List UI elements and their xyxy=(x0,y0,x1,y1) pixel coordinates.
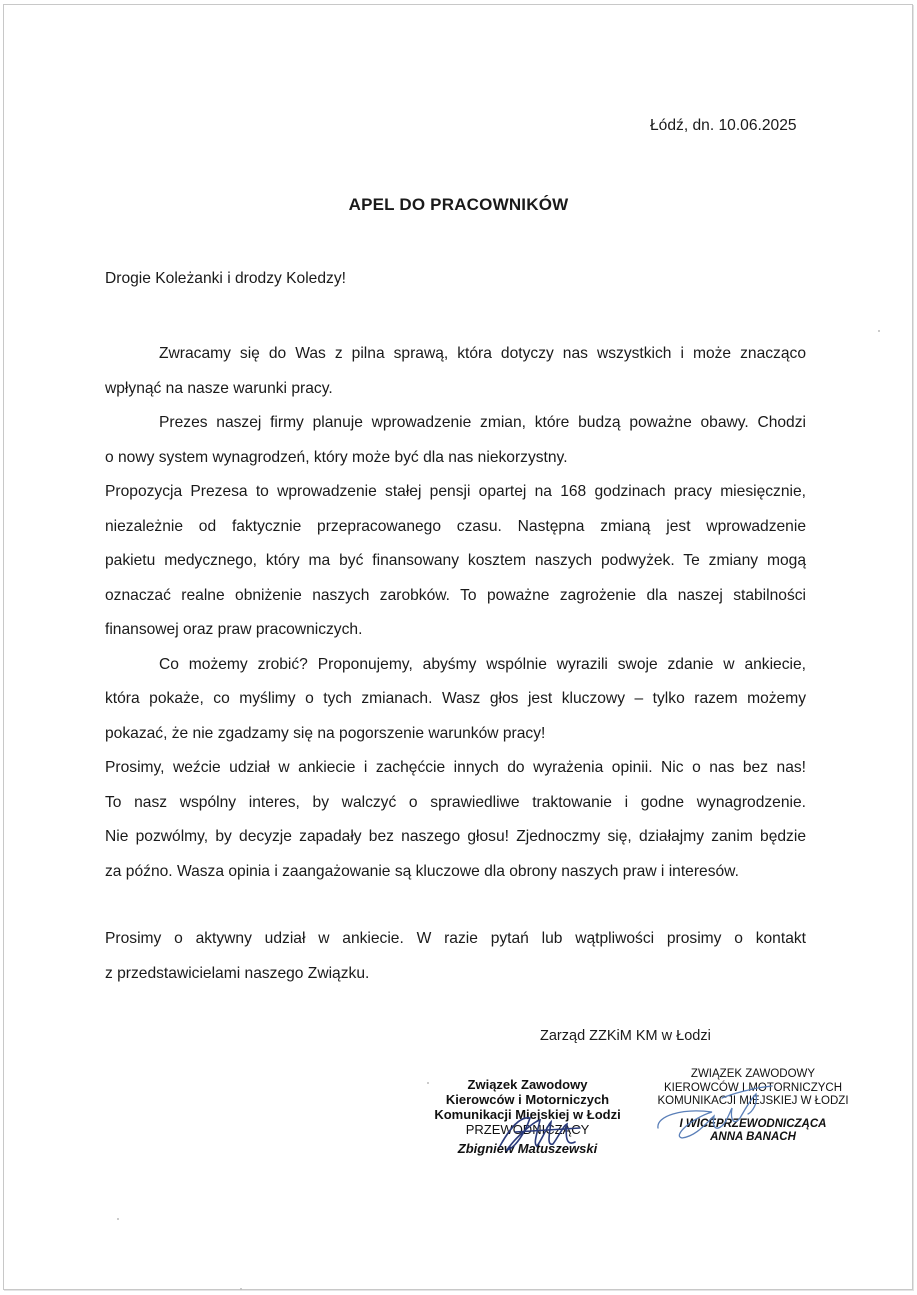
stamp-chairman-role: PRZEWODNICZĄCY xyxy=(465,1122,590,1137)
body-line: Zwracamy się do Was z pilna sprawą, która dotyczy nas wszystkich i może znacząco xyxy=(159,345,806,362)
stamp-chairman xyxy=(420,1077,635,1156)
body-line: finansowej oraz praw pracowniczych. xyxy=(105,621,363,638)
stamp-chairman-name: Zbigniew Matuszewski xyxy=(457,1141,598,1156)
body-line: niezależnie od faktycznie przepracowanego czasu. Następna zmianą jest wprowadzenie xyxy=(105,517,806,535)
closing-text xyxy=(105,922,806,991)
body-line: Co możemy zrobić? Proponujemy, abyśmy wspólnie wyrazili swoje zdanie w ankiecie, xyxy=(159,655,806,673)
scan-speck xyxy=(427,1082,429,1084)
stamp-vice-chair-name: ANNA BANACH xyxy=(710,1131,796,1143)
body-line: To nasz wspólny interes, by walczyć o sprawiedliwe traktowanie i godne wynagrodzenie. xyxy=(105,793,806,811)
stamp-chairman-line2: Kierowców i Motorniczych xyxy=(445,1092,610,1107)
body-line: Nie pozwólmy, by decyzje zapadały bez naszego głosu! Zjednoczmy się, działajmy zanim będzie xyxy=(105,828,806,845)
stamp-vice-chair xyxy=(648,1068,858,1145)
scan-speck xyxy=(117,1218,119,1220)
closing-line: z przedstawicielami naszego Związku. xyxy=(105,964,370,982)
body-line: wpłynąć na nasze warunki pracy. xyxy=(105,379,333,397)
stamp-vice-chair-line3: KOMUNIKACJI MIEJSKIEJ W ŁODZI xyxy=(657,1095,849,1107)
body-text xyxy=(105,337,806,889)
stamp-chairman-line3: Komunikacji Miejskiej w Łodzi xyxy=(434,1107,621,1122)
body-line: za późno. Wasza opinia i zaangażowanie są kluczowe dla obrony naszych praw i interesów. xyxy=(105,862,739,880)
place-date: Łódź, dn. 10.06.2025 xyxy=(650,117,797,134)
document-title: APEL DO PRACOWNIKÓW xyxy=(348,195,569,214)
body-line: oznaczać realne obniżenie naszych zarobków. To poważne zagrożenie dla naszej stabilności xyxy=(105,586,806,604)
greeting: Drogie Koleżanki i drodzy Koledzy! xyxy=(105,270,346,287)
stamp-chairman-line1: Związek Zawodowy xyxy=(467,1077,588,1092)
scan-speck xyxy=(878,330,880,332)
closing-line: Prosimy o aktywny udział w ankiecie. W razie pytań lub wątpliwości prosimy o kontakt xyxy=(105,930,806,947)
body-line: pakietu medycznego, który ma być finansowany kosztem naszych podwyżek. Te zmiany mogą xyxy=(105,552,806,569)
body-line: o nowy system wynagrodzeń, który może być dla nas niekorzystny. xyxy=(105,448,568,466)
body-line: Prezes naszej firmy planuje wprowadzenie zmian, które budzą poważne obawy. Chodzi xyxy=(159,414,806,431)
scan-speck xyxy=(240,1288,242,1290)
board-signature-line: Zarząd ZZKiM KM w Łodzi xyxy=(540,1028,711,1044)
body-line: Prosimy, weźcie udział w ankiecie i zachęćcie innych do wyrażenia opinii. Nic o nas bez nas! xyxy=(105,759,806,776)
stamp-vice-chair-role: I WICEPRZEWODNICZĄCA xyxy=(679,1117,827,1130)
stamp-vice-chair-line2: KIEROWCÓW I MOTORNICZYCH xyxy=(663,1081,843,1094)
stamp-vice-chair-line1: ZWIĄZEK ZAWODOWY xyxy=(690,1068,816,1080)
body-line: Propozycja Prezesa to wprowadzenie stałej pensji opartej na 168 godzinach pracy miesięcznie, xyxy=(105,483,806,500)
body-line: pokazać, że nie zgadzamy się na pogorszenie warunków pracy! xyxy=(105,724,546,742)
body-line: która pokaże, co myślimy o tych zmianach. Wasz głos jest kluczowy – tylko razem możemy xyxy=(105,690,806,707)
